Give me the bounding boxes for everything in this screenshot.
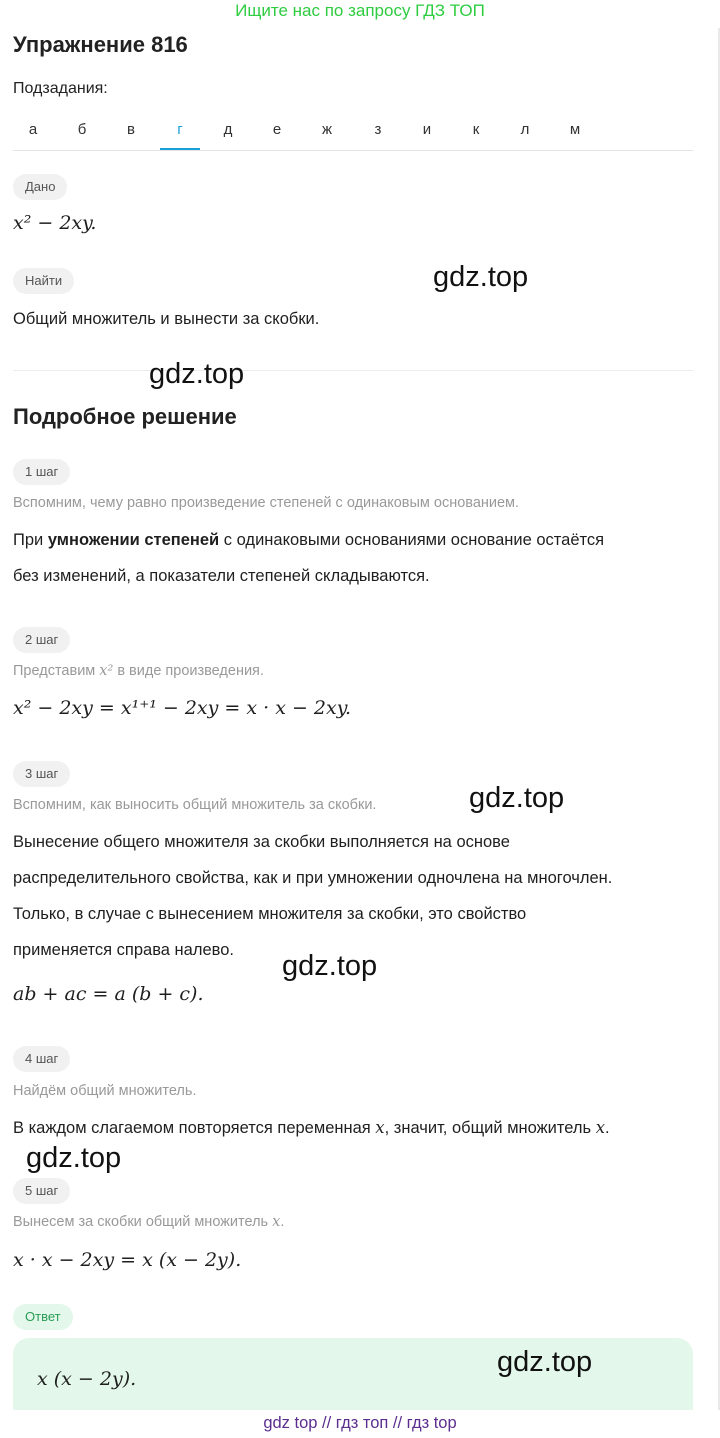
given-expression: x² − 2xy. bbox=[13, 212, 97, 234]
step-4-text: В каждом слагаемом повторяется переменная x, значит, общий множитель x. bbox=[13, 1118, 610, 1137]
footer-links[interactable]: gdz top // гдз топ // гдз top bbox=[0, 1410, 720, 1438]
step-3-hint: Вспомним, как выносить общий множитель за скобки. bbox=[13, 797, 377, 813]
tab-l[interactable]: л bbox=[520, 121, 530, 138]
step-4-chip: 4 шаг bbox=[13, 1046, 70, 1072]
page-title: Упражнение 816 bbox=[13, 32, 188, 57]
answer-expression: x (x − 2y). bbox=[37, 1368, 137, 1390]
tab-b[interactable]: б bbox=[77, 121, 87, 138]
tab-v[interactable]: в bbox=[127, 121, 135, 138]
step-3-text-line1: Вынесение общего множителя за скобки выполняется на основе bbox=[13, 833, 510, 851]
tab-zh[interactable]: ж bbox=[321, 121, 333, 138]
step-3-expression: ab + ac = a (b + c). bbox=[13, 983, 204, 1005]
tab-a[interactable]: а bbox=[28, 121, 38, 138]
step-5-expression: x · x − 2xy = x (x − 2y). bbox=[13, 1249, 242, 1271]
step-1-text-line1: При умножении степеней с одинаковыми основаниями основание остаётся bbox=[13, 531, 605, 549]
solution-title: Подробное решение bbox=[13, 404, 237, 429]
step-5-chip: 5 шаг bbox=[13, 1178, 70, 1204]
tab-k[interactable]: к bbox=[472, 121, 480, 138]
step-3-chip: 3 шаг bbox=[13, 761, 70, 787]
step-5-hint: Вынесем за скобки общий множитель x. bbox=[13, 1214, 285, 1230]
watermark-text: gdz.top bbox=[497, 1346, 593, 1378]
subtask-tabs bbox=[13, 112, 693, 151]
watermark-text: gdz.top bbox=[469, 782, 565, 814]
step-2-hint: Представим x² в виде произведения. bbox=[13, 663, 264, 679]
step-3-text-line2: распределительного свойства, как и при умножении одночлена на многочлен. bbox=[13, 869, 613, 887]
step-3-text-line3: Только, в случае с вынесением множителя за скобки, это свойство bbox=[13, 905, 527, 923]
answer-chip: Ответ bbox=[13, 1304, 73, 1330]
tab-g[interactable]: г bbox=[160, 112, 200, 150]
watermark-text: gdz.top bbox=[149, 358, 245, 390]
section-divider bbox=[13, 370, 693, 371]
find-chip: Найти bbox=[13, 268, 74, 294]
step-2-expression: x² − 2xy = x¹⁺¹ − 2xy = x · x − 2xy. bbox=[13, 697, 351, 719]
tab-i[interactable]: и bbox=[422, 121, 432, 138]
tab-d[interactable]: д bbox=[223, 121, 233, 138]
find-text: Общий множитель и вынести за скобки. bbox=[13, 310, 320, 328]
search-banner: Ищите нас по запросу ГДЗ ТОП bbox=[235, 1, 485, 20]
tab-m[interactable]: м bbox=[569, 121, 581, 138]
subtasks-label: Подзадания: bbox=[13, 80, 108, 97]
step-3-text-line4: применяется справа налево. bbox=[13, 941, 234, 959]
watermark-text: gdz.top bbox=[282, 950, 378, 982]
given-chip: Дано bbox=[13, 174, 67, 200]
watermark-text: gdz.top bbox=[433, 261, 529, 293]
step-1-hint: Вспомним, чему равно произведение степеней с одинаковым основанием. bbox=[13, 495, 520, 511]
step-1-bold-term: умножении степеней bbox=[47, 531, 220, 549]
step-1-text-line2: без изменений, а показатели степеней складываются. bbox=[13, 567, 430, 585]
step-2-chip: 2 шаг bbox=[13, 627, 70, 653]
step-1-chip: 1 шаг bbox=[13, 459, 70, 485]
tab-z[interactable]: з bbox=[374, 121, 382, 138]
tab-e[interactable]: е bbox=[272, 121, 282, 138]
watermark-text: gdz.top bbox=[26, 1142, 122, 1174]
step-4-hint: Найдём общий множитель. bbox=[13, 1083, 197, 1099]
